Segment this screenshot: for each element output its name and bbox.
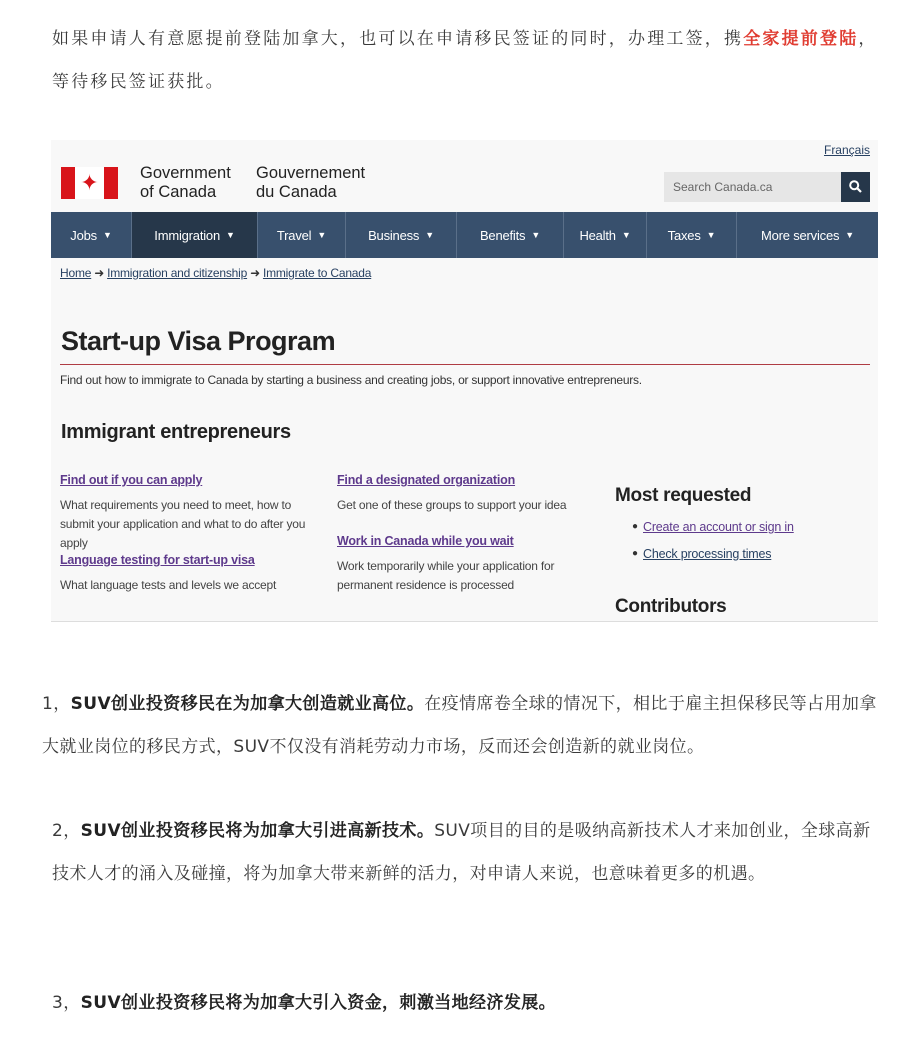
intro-text: 如果申请人有意愿提前登陆加拿大，也可以在申请移民签证的同时，办理工签，携 xyxy=(52,29,744,49)
gov-name-fr: Gouvernement du Canada xyxy=(256,164,366,201)
point-1: 1，SUV创业投资移民在为加拿大创造就业高位。在疫情席卷全球的情况下，相比于雇主担保移民等占用加拿大就业岗位的移民方式，SUV不仅没有消耗劳动力市场，反而还会创造新的就业岗位。 xyxy=(42,694,877,757)
breadcrumb-home[interactable]: Home xyxy=(60,266,92,280)
bullet-icon: ● xyxy=(632,521,639,532)
search-button[interactable] xyxy=(841,172,870,202)
menu-item-travel[interactable]: Travel ▼ xyxy=(258,212,346,258)
most-requested-title: Most requested xyxy=(615,485,752,506)
chevron-down-icon: ▼ xyxy=(425,230,434,240)
most-requested-link-account[interactable]: Create an account or sign in xyxy=(643,520,794,534)
chevron-down-icon: ▼ xyxy=(317,230,327,240)
card-link-work[interactable]: Work in Canada while you wait xyxy=(337,534,514,548)
menu-item-health[interactable]: Health ▼ xyxy=(564,212,647,258)
intro-highlight: 全家提前登陆 xyxy=(743,29,859,49)
intro-text-end: ，等待移民签证获批。 xyxy=(52,29,878,92)
card-desc-organization: Get one of these groups to support your idea xyxy=(337,498,567,512)
bullet-icon: ● xyxy=(632,548,639,559)
menu-item-more-services[interactable]: More services ▼ xyxy=(760,227,855,243)
search-icon xyxy=(849,180,862,193)
arrow-right-icon: ➜ xyxy=(94,266,105,280)
page-title: Start-up Visa Program xyxy=(61,326,336,356)
menu-item-benefits[interactable]: Benefits ▼ xyxy=(457,212,564,258)
canada-flag-icon: ✦ xyxy=(61,167,118,199)
card-desc-work: Work temporarily while your application for permanent residence is processed xyxy=(337,559,555,592)
contributors-title: Contributors xyxy=(615,596,727,617)
menu-item-taxes[interactable]: Taxes ▼ xyxy=(647,212,737,258)
canada-page-screenshot xyxy=(51,140,878,622)
chevron-down-icon: ▼ xyxy=(706,230,716,240)
point-3: 3，SUV创业投资移民将为加拿大引入资金，刺激当地经济发展。 xyxy=(52,993,557,1013)
card-link-language[interactable]: Language testing for start-up visa xyxy=(60,553,255,567)
language-toggle-link[interactable]: Français xyxy=(823,143,870,157)
section-title: Immigrant entrepreneurs xyxy=(61,421,291,443)
gc-header xyxy=(51,140,878,212)
chevron-down-icon: ▼ xyxy=(531,230,541,240)
search-input[interactable]: Search Canada.ca xyxy=(664,172,841,202)
breadcrumb-immigration[interactable]: Immigration and citizenship xyxy=(107,266,248,280)
lead-text: Find out how to immigrate to Canada by starting a business and creating jobs, or support innovative entrepreneurs. xyxy=(60,373,642,387)
main-menu xyxy=(51,212,878,258)
point-2: 2，SUV创业投资移民将为加拿大引进高新技术。SUV项目的目的是吸纳高新技术人才来加创业，全球高新技术人才的涌入及碰撞，将为加拿大带来新鲜的活力，对申请人来说，也意味着更多的机遇。 xyxy=(52,821,871,884)
card-desc-language: What language tests and levels we accept xyxy=(60,578,277,592)
card-link-organization[interactable]: Find a designated organization xyxy=(337,473,516,487)
chevron-down-icon: ▼ xyxy=(102,230,112,240)
menu-item-immigration[interactable]: Immigration ▼ xyxy=(132,212,258,258)
card-link-apply[interactable]: Find out if you can apply xyxy=(60,473,203,487)
gov-name-en: Government of Canada xyxy=(140,164,231,201)
menu-item-jobs[interactable]: Jobs ▼ xyxy=(51,212,132,258)
chevron-down-icon: ▼ xyxy=(845,230,855,240)
chevron-down-icon: ▼ xyxy=(226,230,235,240)
breadcrumb xyxy=(60,266,371,280)
title-divider xyxy=(60,364,870,365)
menu-item-business[interactable]: Business ▼ xyxy=(346,212,457,258)
chevron-down-icon: ▼ xyxy=(621,230,631,240)
breadcrumb-immigrate[interactable]: Immigrate to Canada xyxy=(262,266,372,280)
card-desc-apply: What requirements you need to meet, how to submit your application and what to do after you apply xyxy=(60,498,306,550)
arrow-right-icon: ➜ xyxy=(250,266,260,280)
intro-paragraph xyxy=(52,18,882,104)
most-requested-link-processing[interactable]: Check processing times xyxy=(643,547,772,561)
